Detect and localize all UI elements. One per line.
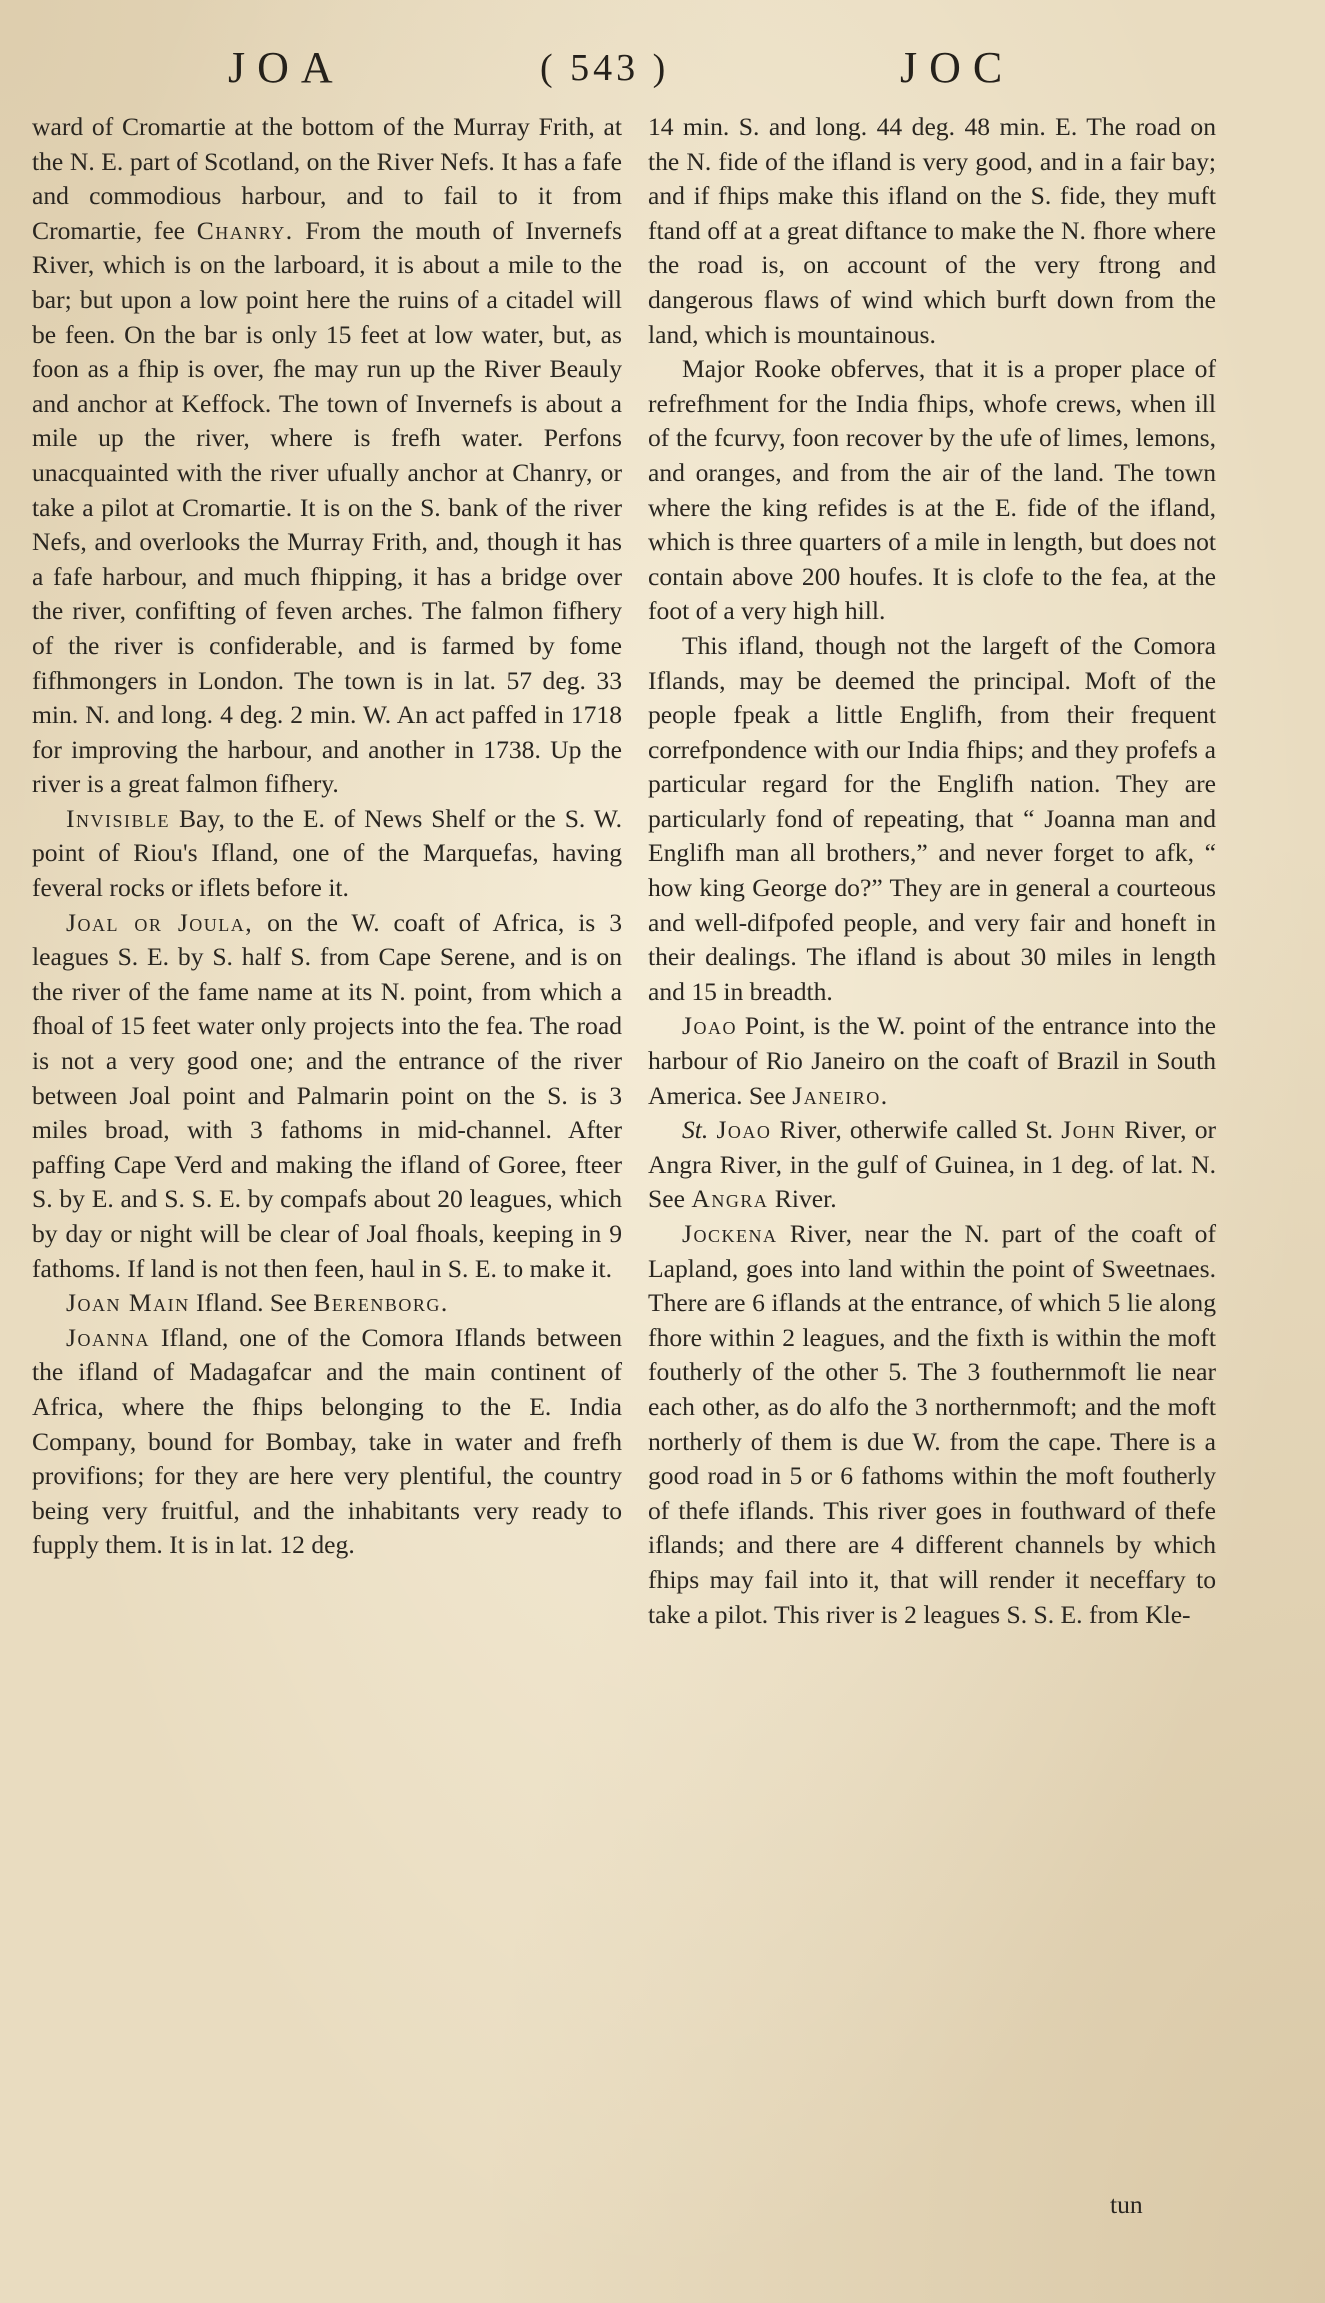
entry-joal <box>32 906 622 1287</box>
entry-jockena-river <box>648 1217 1216 1632</box>
cross-reference: Angra <box>691 1184 769 1214</box>
entry-headword: Joanna <box>66 1322 150 1352</box>
entry-joanna-rooke <box>648 352 1216 629</box>
entry-text: River. <box>774 1184 837 1214</box>
entry-text: ward of Cromartie at the bottom of the Murray Frith, at the N. E. part of Scotland, on the River Nefs. It has a fafe and commodious harbour, and to fail to it from Cromartie, fee <box>32 112 622 245</box>
cross-reference: Berenborg. <box>313 1288 449 1318</box>
entry-text: River, otherwife called St. <box>779 1115 1054 1145</box>
entry-joao-point <box>648 1009 1216 1113</box>
entry-headword-alt: John <box>1061 1115 1117 1145</box>
entry-headword: Jockena <box>682 1219 778 1248</box>
cross-reference: Janeiro. <box>792 1080 889 1110</box>
entry-inverness <box>32 110 622 802</box>
entry-text: 14 min. S. and long. 44 deg. 48 min. E. The road on the N. fide of the ifland is very good, and in a fair bay; and if fhips make this ifland on the S. fide, they muft ftand off at a great diftance to make the N. fhore where the road is, on account of the very ftrong and dangerous flaws of wind which burft down from the land, which is mountainous. <box>648 112 1216 349</box>
entry-headword: Joal or Joula, <box>66 907 254 937</box>
entry-text: Ifland. See <box>196 1288 307 1318</box>
entry-st-joao-river <box>648 1113 1216 1217</box>
entry-joan-main <box>32 1286 622 1321</box>
right-column <box>648 110 1216 1632</box>
running-head <box>0 38 1325 98</box>
entry-text: Bay, to the E. of News Shelf or the S. W. point of Riou's Ifland, one of the Marquefas, having feveral rocks or iflets before it. <box>32 803 622 903</box>
entry-headword: Joao <box>716 1115 772 1145</box>
entry-text: This ifland, though not the largeft of the Comora Iflands, may be deemed the principal. Moft of the people fpeak a little Englifh, from their frequent correfpondence with our India fhips; and they profefs a particular regard for the Englifh nation. They are particularly fond of repeating, that “ Joanna man and Englifh man all brothers,” and never forget to afk, “ how king George do?” They are in general a courteous and well-difpofed people, and very fair and honeft in their dealings. The ifland is about 30 miles in length and 15 in breadth. <box>648 630 1216 1006</box>
entry-text: From the mouth of Invernefs River, which is on the larboard, it is about a mile to the bar; but upon a low point here the ruins of a citadel will be feen. On the bar is only 15 feet at low water, but, as foon as a fhip is over, fhe may run up the River Beauly and anchor at Keffock. The town of Invernefs is about a mile up the river, where is frefh water. Perfons unacquainted with the river ufually anchor at Chanry, or take a pilot at Cromartie. It is on the S. bank of the river Nefs, and overlooks the Murray Frith, and, though it has a fafe harbour, and much fhipping, it has a bridge over the river, confifting of feven arches. The falmon fifhery of the river is confiderable, and is farmed by fome fifhmongers in London. The town is in lat. 57 deg. 33 min. N. and long. 4 deg. 2 min. W. An act paffed in 1718 for improving the harbour, and another in 1738. Up the river is a great falmon fifhery. <box>32 215 622 799</box>
entry-headword: Joan Main <box>66 1288 190 1318</box>
entry-text: River, near the N. part of the coaft of Lapland, goes into land within the point of Sweetnaes. There are 6 iflands at the entrance, of which 5 lie along fhore within 2 leagues, and the fixth is within the moft foutherly of the other 5. The 3 fouthernmoft lie near each other, as do alfo the 3 northernmoft; and the moft northerly of them is due W. from the cape. There is a good road in 5 or 6 fathoms within the moft foutherly of thefe iflands. This river goes in fouthward of thefe iflands; and there are 4 different channels by which fhips may fail into it, that will render it neceffary to take a pilot. This river is 2 leagues S. S. E. from Kle- <box>648 1219 1216 1629</box>
catchword: tun <box>1110 2190 1143 2219</box>
entry-prefix: St. <box>682 1115 709 1145</box>
entry-invisible-bay <box>32 802 622 906</box>
cross-reference: Chanry. <box>196 215 294 245</box>
entry-text: Point, is the W. point of the entrance into the harbour of Rio Janeiro on the coaft of Brazil in South America. See <box>648 1011 1216 1110</box>
entry-text: River, or Angra River, in the gulf of Guinea, in 1 deg. of lat. N. See <box>648 1115 1217 1214</box>
entry-headword: Invisible <box>66 803 171 833</box>
entry-joanna-people <box>648 629 1216 1010</box>
entry-text: Major Rooke obferves, that it is a proper place of refrefhment for the India fhips, whofe crews, when ill of the fcurvy, foon recover by the ufe of limes, lemons, and oranges, and from the air of the land. The town where the king refides is at the E. fide of the ifland, which is three quarters of a mile in length, but does not contain above 200 houfes. It is clofe to the fea, at the foot of a very high hill. <box>648 354 1216 626</box>
entry-text: Ifland, one of the Comora Iflands between the ifland of Madagafcar and the main continent of Africa, where the fhips belonging to the E. India Company, bound for Bombay, take in water and frefh provifions; for they are here very plentiful, the country being very fruitful, and the inhabitants very ready to fupply them. It is in lat. 12 deg. <box>32 1322 622 1560</box>
entry-headword: Joao <box>682 1011 737 1041</box>
running-head-right: JOC <box>900 43 1015 92</box>
entry-joanna-continued <box>648 110 1216 352</box>
left-column <box>32 110 622 1563</box>
running-head-left: JOA <box>228 43 345 92</box>
entry-text: on the W. coaft of Africa, is 3 leagues S. E. by S. half S. from Cape Serene, and is on the river of the fame name at its N. point, from which a fhoal of 15 feet water only projects into the fea. The road is not a very good one; and the entrance of the river between Joal point and Palmarin point on the S. is 3 miles broad, with 3 fathoms in mid-channel. After paffing Cape Verd and making the ifland of Goree, fteer S. by E. and S. S. E. by compafs about 20 leagues, which by day or night will be clear of Joal fhoals, keeping in 9 fathoms. If land is not then feen, haul in S. E. to make it. <box>32 907 623 1283</box>
page-number: ( 543 ) <box>540 47 670 89</box>
entry-joanna <box>32 1321 622 1563</box>
